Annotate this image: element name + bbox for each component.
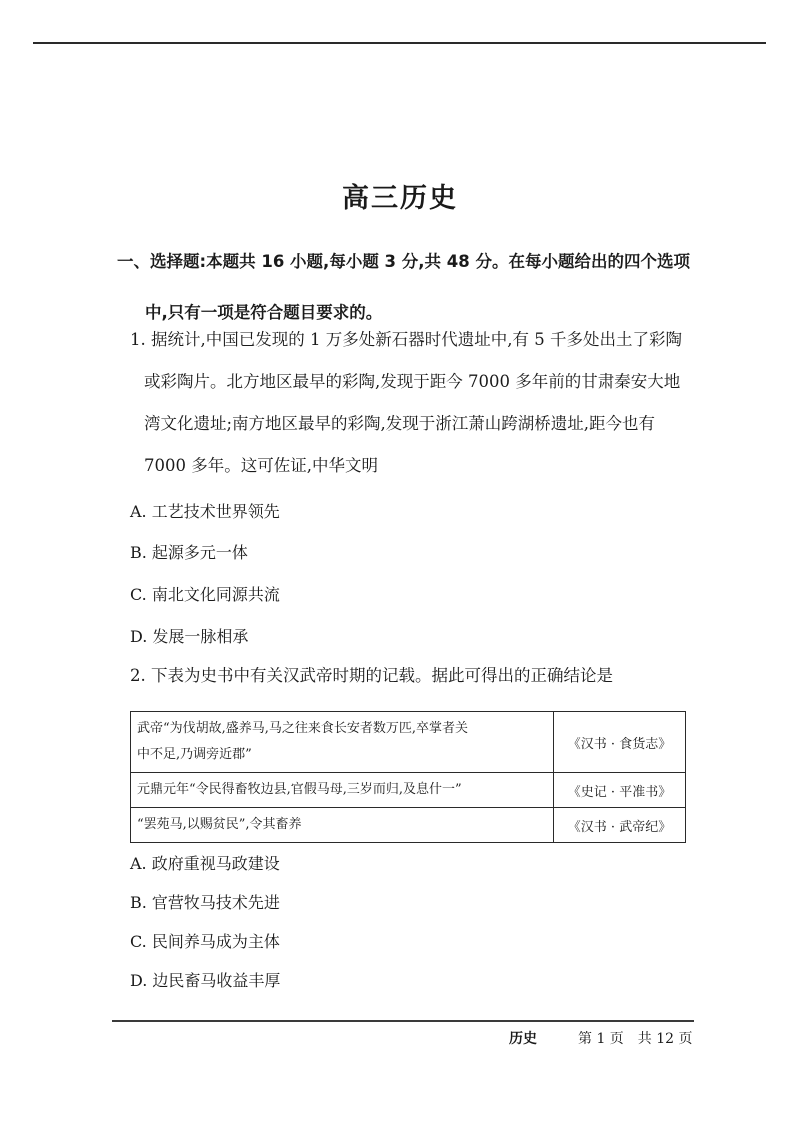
record-text: “罢苑马,以赐贫民”,令其畜养 [131,808,554,843]
footer-subject: 历史 [509,1031,537,1047]
record-text: 元鼎元年“令民得畜牧边县,官假马母,三岁而归,及息什一” [131,773,554,808]
footer-page-number: 第 1 页 共 12 页 [578,1031,693,1047]
records-table [130,711,686,843]
footer-rule [112,1020,694,1022]
record-text-line: 武帝“为伐胡故,盛养马,马之往来食长安者数万匹,卒掌者关 [137,721,469,736]
question-2-option-c: C. 民间养马成为主体 [130,932,280,951]
question-2-option-b: B. 官营牧马技术先进 [130,893,280,912]
table-row [131,712,686,773]
page-title: 高三历史 [342,183,458,214]
question-2-line: 2. 下表为史书中有关汉武帝时期的记载。据此可得出的正确结论是 [130,666,613,685]
section-heading-line-1: 一、选择题:本题共 16 小题,每小题 3 分,共 48 分。在每小题给出的四个选项 [117,252,691,271]
question-1-option-c: C. 南北文化同源共流 [130,585,280,604]
question-1-option-d: D. 发展一脉相承 [130,627,249,646]
question-1-line: 7000 多年。这可佐证,中华文明 [144,456,378,475]
record-text-line: 中不足,乃调旁近郡” [137,747,252,762]
question-1-line: 1. 据统计,中国已发现的 1 万多处新石器时代遗址中,有 5 千多处出土了彩陶 [130,330,682,349]
question-1-stem [130,319,700,487]
table-row [131,808,686,843]
question-1-line: 湾文化遗址;南方地区最早的彩陶,发现于浙江萧山跨湖桥遗址,距今也有 [144,414,656,433]
table-row [131,773,686,808]
question-2-stem [130,655,700,697]
record-text [131,712,554,773]
question-1-option-a: A. 工艺技术世界领先 [130,502,280,521]
top-rule [33,42,766,44]
question-1-line: 或彩陶片。北方地区最早的彩陶,发现于距今 7000 多年前的甘肃秦安大地 [144,372,681,391]
question-2-option-d: D. 边民畜马收益丰厚 [130,971,281,990]
record-source: 《史记 · 平准书》 [554,773,686,808]
question-2-option-a: A. 政府重视马政建设 [130,854,280,873]
section-heading-line-2: 中,只有一项是符合题目要求的。 [145,303,383,322]
question-1-option-b: B. 起源多元一体 [130,543,248,562]
record-source: 《汉书 · 武帝纪》 [554,808,686,843]
record-source: 《汉书 · 食货志》 [554,712,686,773]
